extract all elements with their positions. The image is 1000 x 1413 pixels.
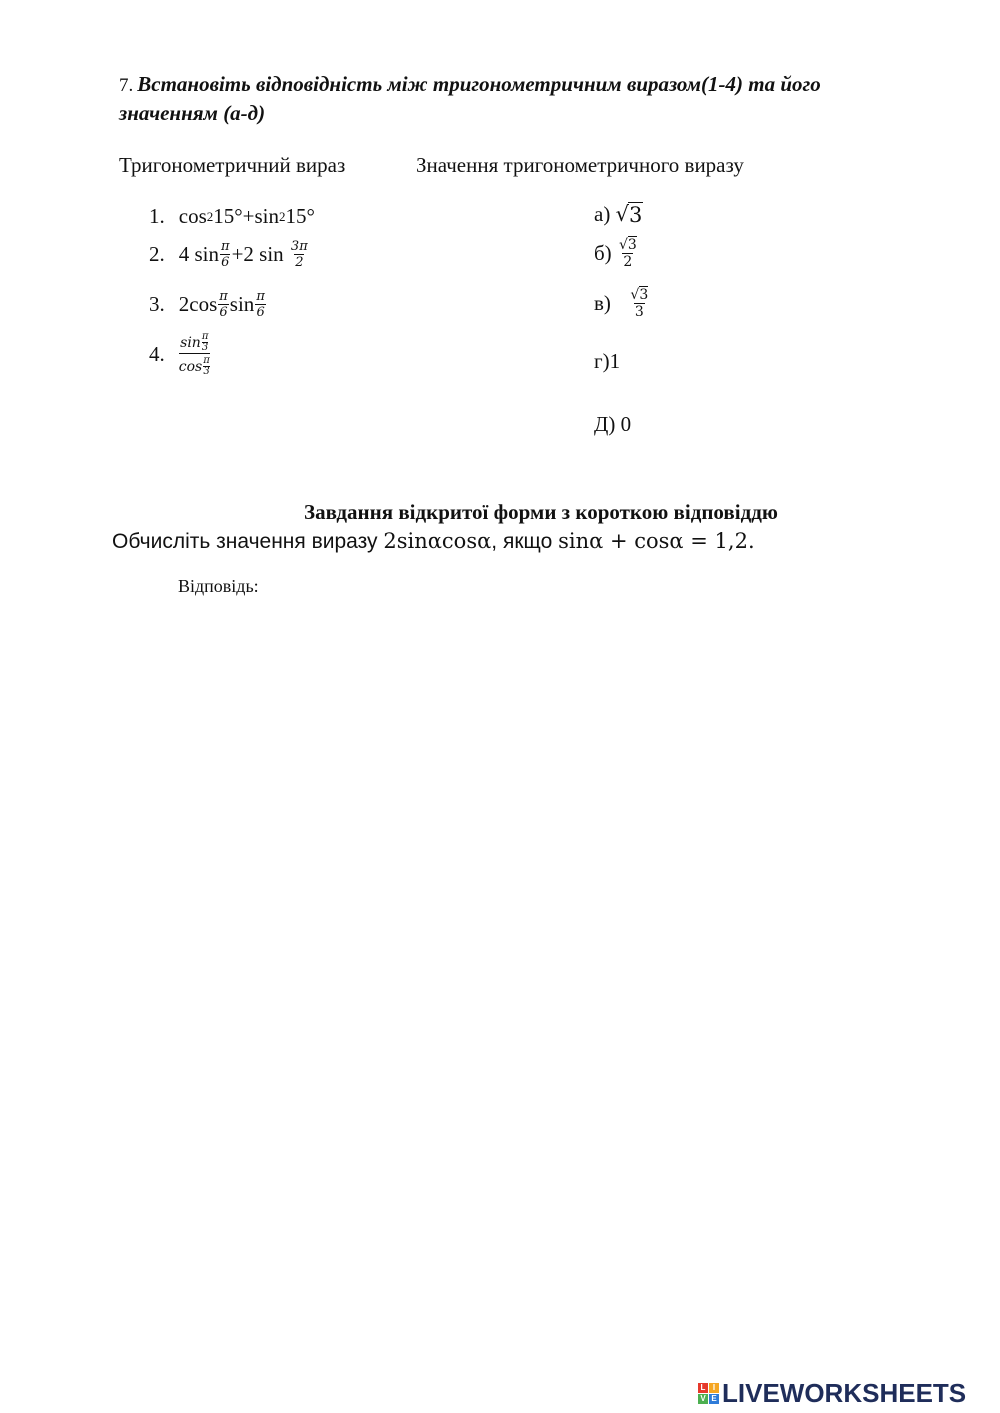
question-expression: 2sinαcosα: [383, 529, 492, 553]
fraction-sqrt3-over-2: [618, 238, 638, 269]
sqrt-radicand: 3: [628, 203, 643, 227]
expression-4-number: 4.: [149, 342, 165, 366]
fraction-denominator: 6: [221, 255, 230, 270]
question-suffix: .: [747, 529, 755, 553]
fraction-pi-over-6: [255, 290, 266, 319]
sqrt-sign: √: [630, 287, 640, 303]
answer-b-label: б): [594, 241, 617, 265]
answer-c-label: в): [594, 291, 622, 315]
fraction-numerator: 3π: [290, 239, 308, 254]
answer-label: Відповідь:: [178, 576, 259, 596]
logo-text: LIVEWORKSHEETS: [722, 1378, 967, 1408]
sqrt-3: [616, 202, 644, 227]
expression-3-part-a: 2cos: [178, 292, 218, 316]
compound-numerator: [180, 332, 208, 353]
answer-a: [594, 202, 643, 227]
fraction-pi-over-6: [220, 240, 231, 269]
fraction-numerator: [629, 288, 649, 303]
fraction-denominator: 6: [219, 305, 228, 320]
mini-fraction: [203, 356, 210, 377]
compound-denominator: [179, 353, 210, 377]
logo-letter: E: [709, 1394, 719, 1404]
answer-b: [594, 238, 639, 269]
expression-2-part-a: 4 sin: [178, 242, 220, 266]
fraction-denominator: 3: [634, 304, 644, 320]
mini-denominator: 3: [203, 366, 210, 377]
expression-1: [149, 204, 315, 229]
expression-1-part-b: 15°+sin: [213, 204, 279, 228]
logo-letter: V: [698, 1394, 708, 1404]
fraction-sqrt3-over-3: [629, 288, 649, 319]
mini-numerator: π: [203, 355, 210, 366]
liveworksheets-logo: [698, 1378, 966, 1409]
mini-fraction: [202, 332, 209, 353]
expression-2-part-b: +2 sin: [231, 242, 289, 266]
expression-2: [149, 240, 310, 269]
task-heading: [119, 72, 939, 126]
question-prefix: Обчисліть значення виразу: [112, 530, 384, 553]
fraction-denominator: 2: [295, 255, 304, 270]
expression-3: [149, 290, 267, 319]
expression-3-part-b: sin: [229, 292, 255, 316]
sqrt-sign: √: [615, 202, 629, 226]
mini-denominator: 3: [201, 342, 209, 353]
expression-4: [149, 332, 210, 377]
sqrt-radicand: 3: [639, 287, 649, 303]
fraction-denominator: 6: [256, 305, 265, 320]
expression-2-number: 2.: [149, 242, 165, 266]
compound-fraction: [179, 332, 210, 377]
mini-numerator: π: [201, 331, 209, 342]
open-task-title: Завдання відкритої форми з короткою відповіддю: [304, 500, 778, 524]
expression-1-number: 1.: [149, 204, 165, 228]
fraction-numerator: π: [219, 289, 228, 304]
fraction-3pi-over-2: [290, 240, 309, 269]
column-header-value: Значення тригонометричного виразу: [416, 153, 744, 177]
fraction-pi-over-6: [218, 290, 229, 319]
answer-d: г)1: [594, 349, 621, 373]
cos-label: cos: [178, 358, 203, 375]
answer-c: [594, 288, 650, 319]
logo-letter: L: [698, 1383, 708, 1393]
question-middle: , якщо: [491, 530, 559, 553]
task-title-line2: значенням (а-д): [119, 101, 266, 125]
task-number: 7.: [119, 75, 134, 96]
fraction-numerator: π: [256, 289, 265, 304]
fraction-numerator: [618, 238, 638, 253]
answer-a-label: а): [594, 202, 616, 226]
expression-1-part-c: 15°: [285, 204, 315, 228]
expression-3-number: 3.: [149, 292, 165, 316]
answer-e: Д) 0: [594, 412, 632, 436]
fraction-denominator: 2: [623, 254, 633, 270]
question-condition: sinα + cosα = 1,2: [558, 529, 748, 553]
fraction-numerator: π: [221, 239, 230, 254]
expression-1-exponent-1: 2: [206, 208, 214, 224]
expression-1-exponent-2: 2: [279, 208, 286, 224]
logo-mark-icon: [698, 1383, 719, 1404]
column-header-expression: Тригонометричний вираз: [119, 153, 346, 177]
expression-1-part-a: cos: [178, 204, 207, 228]
sqrt-sign: √: [618, 237, 628, 253]
task-title-line1: Встановіть відповідність між тригонометричним виразом(1-4) та його: [137, 72, 821, 96]
sqrt-radicand: 3: [627, 237, 637, 253]
sin-label: sin: [180, 334, 201, 351]
open-task-question: [112, 529, 755, 554]
logo-letter: I: [709, 1383, 719, 1393]
